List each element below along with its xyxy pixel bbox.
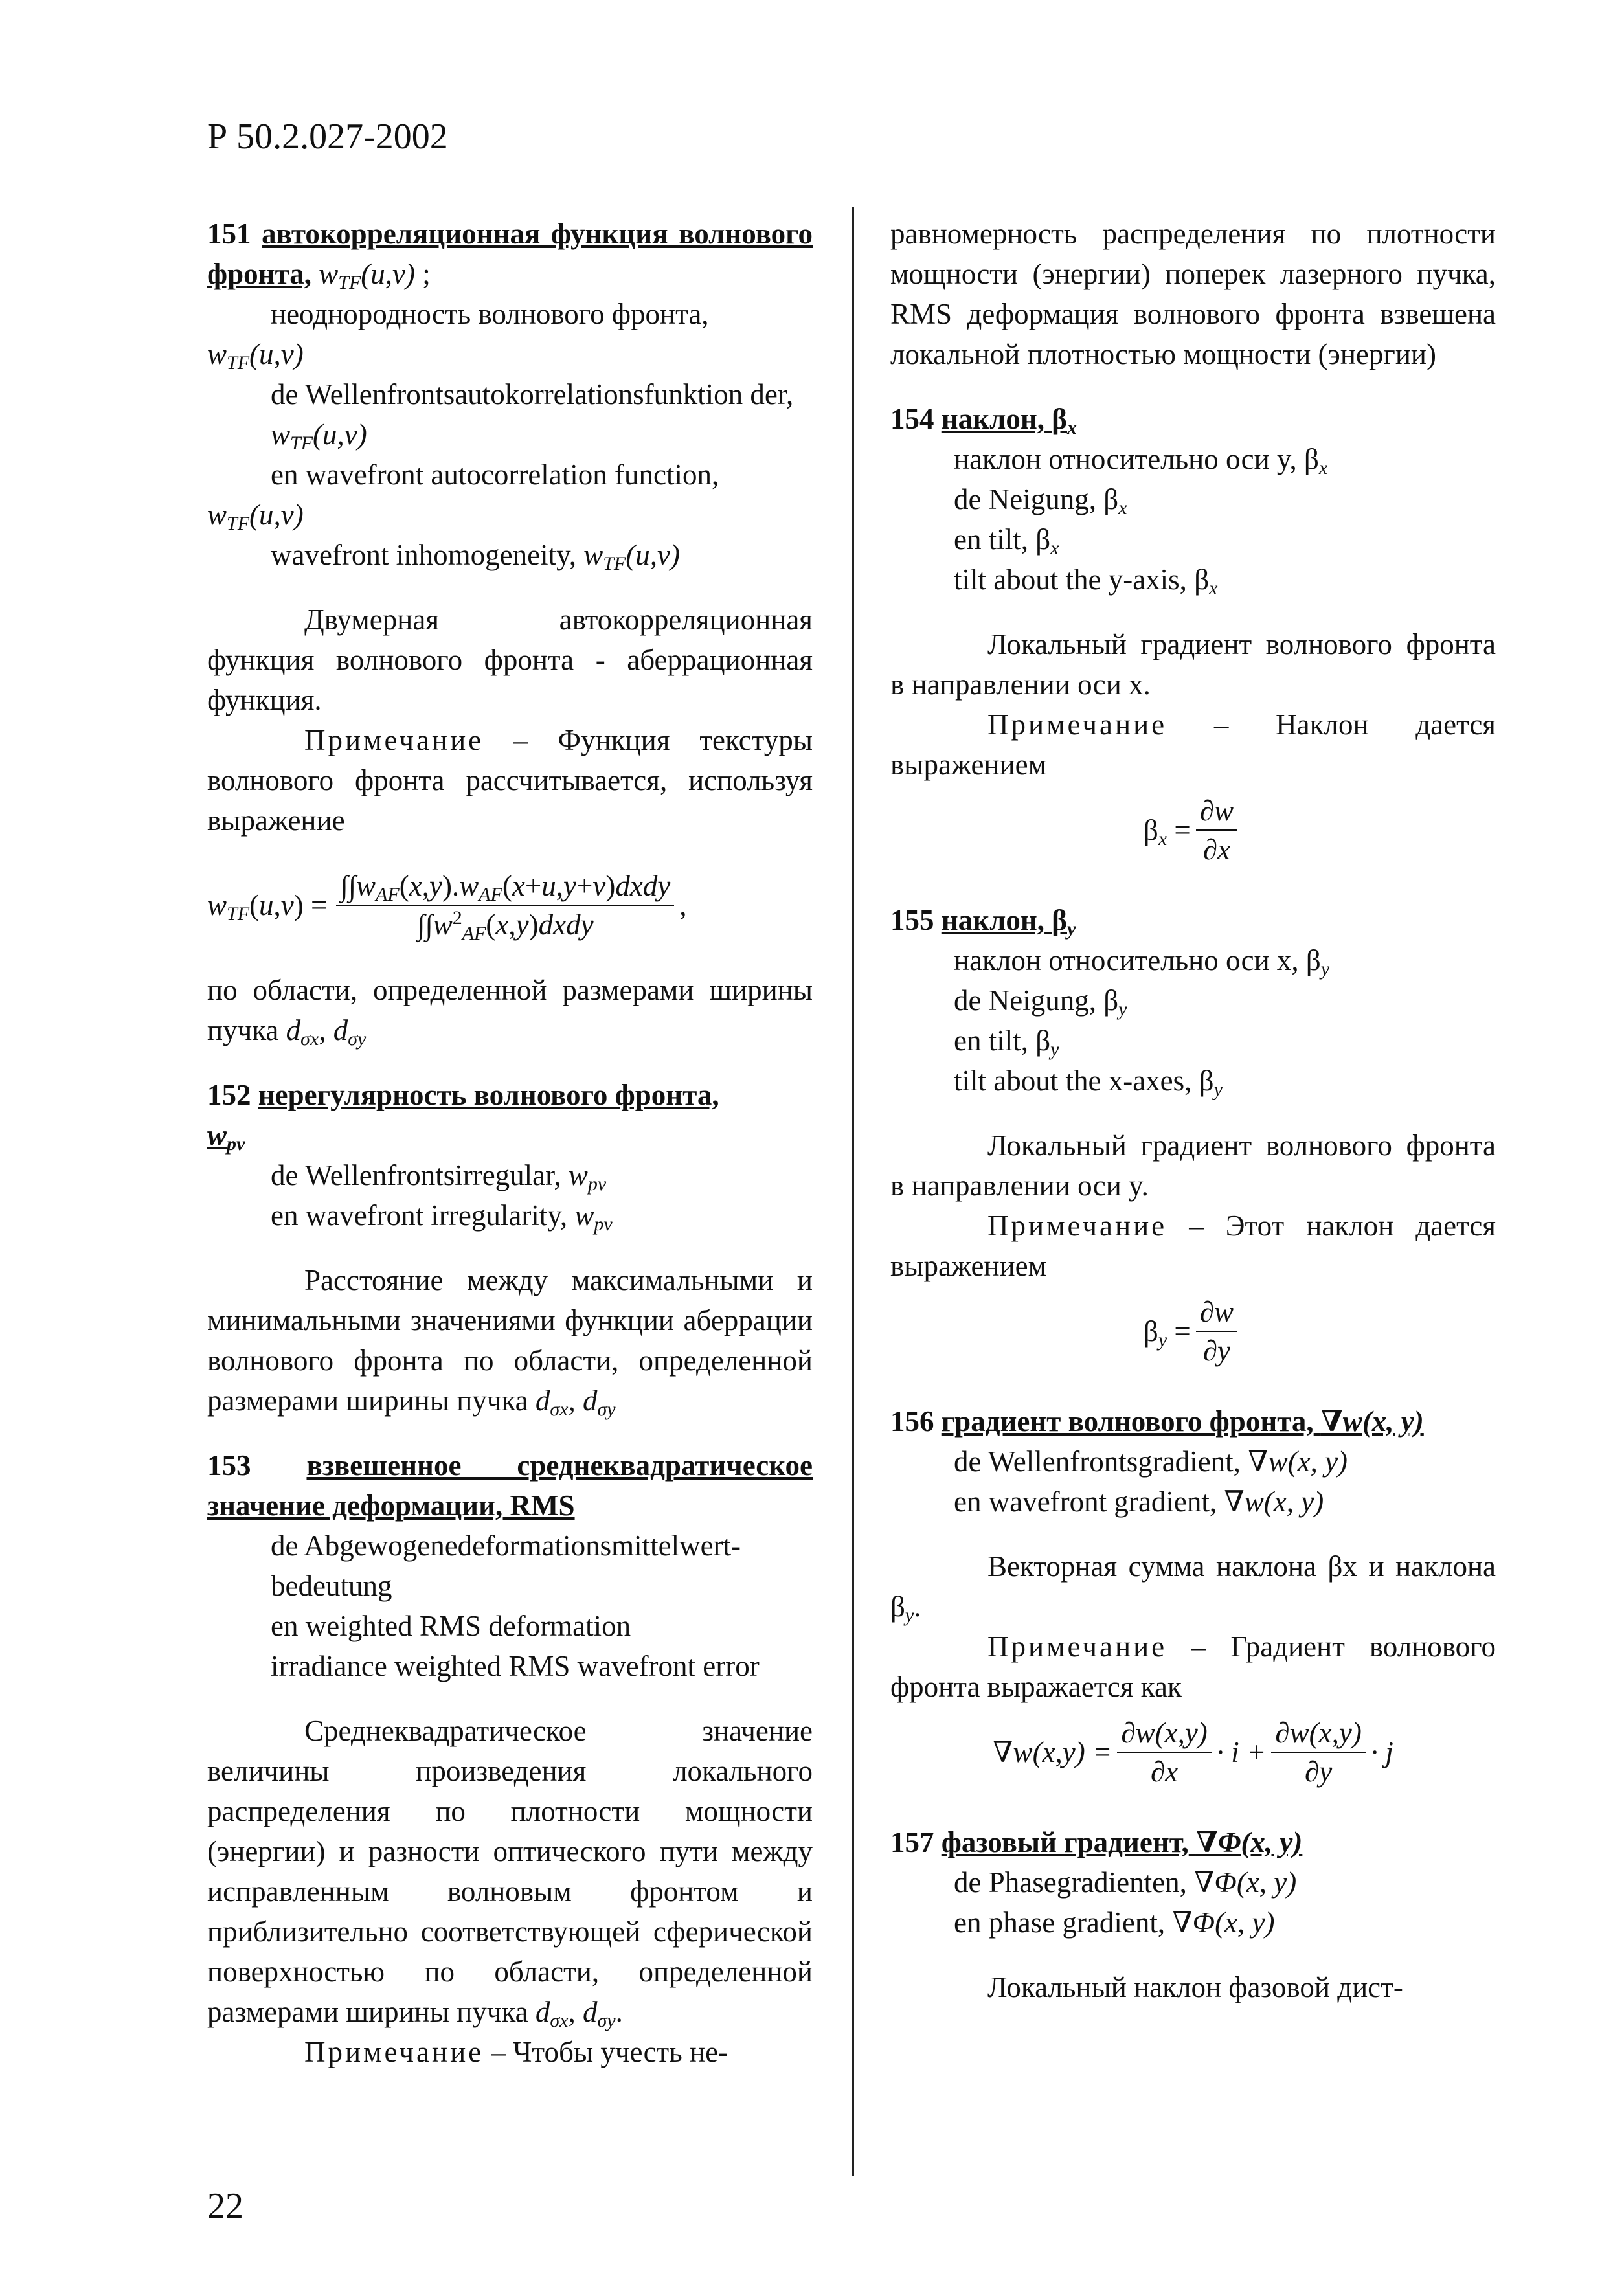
term-156 (890, 1401, 1496, 1798)
term-151-synonym: неоднородность волнового фронта, (271, 298, 709, 330)
term-154-en2: tilt about the y-axis, $\beta_x$ (954, 563, 1218, 599)
term-155 (890, 900, 1496, 1377)
term-152-en: en wavefront irregularity, $w_{pv}$ (271, 1199, 613, 1235)
term-155-heading: 155 наклон, $\beta_y$ (890, 904, 1076, 940)
term-154-definition: Локальный градиент волнового фронта в направлении оси x. (890, 628, 1496, 701)
term-151 (207, 214, 813, 1050)
term-152-heading: 152 нерегулярность волнового фронта, (207, 1079, 719, 1111)
term-157-heading: 157 фазовый градиент, ∇Φ(x, y) (890, 1826, 1303, 1858)
term-155-en: en tilt, $\beta_y$ (954, 1024, 1059, 1060)
term-154-formula: $\beta_x$ = $\frac{\partial w}{\partial x}$ (890, 785, 1496, 875)
term-152-definition: Расстояние между максимальными и минимальными значениями функции аберрации волнового фронта по области, определенной размерами ширины пучка $d_{\sigma x}$, $d_{\sigma y}$ (207, 1264, 813, 1420)
term-155-definition: Локальный градиент волнового фронта в направлении оси y. (890, 1129, 1496, 1202)
term-156-en: en wavefront gradient, ∇w(x, y) (954, 1485, 1324, 1518)
term-151-formula: $w_{TF}(u,v)$ = $\frac{\int\int w_{AF}(x,y).w_{AF}(x+u,y+v)dxdy}{\int\int w^2_{AF}(x,y)dxdy}$ , (207, 870, 687, 944)
term-151-en-symbol: $w_{TF}(u,v)$ (207, 499, 304, 534)
term-156-de: de Wellenfrontsgradient, ∇w(x, y) (954, 1445, 1348, 1478)
term-153-heading: 153 взвешенное среднеквадратическое значение деформации, RMS (207, 1449, 813, 1522)
term-156-definition: Векторная сумма наклона βx и наклона $\beta_y$. (890, 1550, 1496, 1626)
term-153 (207, 1445, 813, 2072)
term-153-definition: Среднеквадратическое значение величины произведения локального распределения по плотности мощности (энергии) и разности оптического пути между исправленным волновым фронтом и приблизительно соответствующей сферической поверхностью по области, определенной размерами ширины пучка $d_{\sigma x}$, $d_{\sigma y}$. (207, 1715, 813, 2031)
term-155-en2: tilt about the x-axes, $\beta_y$ (954, 1065, 1223, 1100)
term-157-de: de Phasegradienten, ∇Φ(x, y) (954, 1866, 1297, 1899)
term-154-heading: 154 наклон, $\beta_x$ (890, 403, 1077, 438)
term-154-note: Примечание – Наклон дается выражением (890, 708, 1496, 781)
term-155-note: Примечание – Этот наклон дается выражением (890, 1210, 1496, 1282)
term-153-note: Примечание – Чтобы учесть не- (304, 2036, 728, 2068)
term-153-continuation: равномерность распределения по плотности мощности (энергии) поперек лазерного пучка, RMS деформация волнового фронта взвешена локальной плотностью мощности (энергии) (890, 218, 1496, 370)
term-153-en: en weighted RMS deformation (271, 1610, 631, 1642)
document-code: Р 50.2.027-2002 (207, 117, 448, 157)
term-151-after: по области, определенной размерами ширины пучка $d_{\sigma x}$, $d_{\sigma y}$ (207, 974, 813, 1050)
term-154-en: en tilt, $\beta_x$ (954, 523, 1059, 559)
term-157-en: en phase gradient, ∇Φ(x, y) (954, 1906, 1275, 1939)
term-155-de: de Neigung, $\beta_y$ (954, 984, 1127, 1020)
term-151-note: Примечание – Функция текстуры волнового фронта рассчитывается, используя выражение (207, 724, 813, 837)
term-152-de: de Wellenfrontsirregular, $w_{pv}$ (271, 1159, 607, 1195)
term-154-synonym: наклон относительно оси y, $\beta_x$ (954, 443, 1328, 479)
term-157 (890, 1822, 1496, 2007)
term-151-en2: wavefront inhomogeneity, $w_{TF}(u,v)$ (271, 539, 680, 574)
term-151-symbol: $w_{TF}(u,v)$ ; (319, 258, 431, 293)
term-151-heading: 151 автокорреляционная функция волнового фронта, $w_{TF}(u,v)$ ; (207, 218, 813, 293)
term-151-en: en wavefront autocorrelation function, (271, 458, 719, 491)
term-155-formula: $\beta_y$ = $\frac{\partial w}{\partial y}$ (890, 1286, 1496, 1377)
term-156-heading: 156 градиент волнового фронта, ∇w(x, y) (890, 1405, 1424, 1438)
page-number: 22 (207, 2186, 243, 2226)
term-151-synonym-symbol: $w_{TF}(u,v)$ (207, 338, 304, 374)
term-155-synonym: наклон относительно оси x, $\beta_y$ (954, 944, 1330, 980)
term-156-formula: ∇w(x,y) = $\frac{\partial w(x,y)}{\partial x}$ · i + $\frac{\partial w(x,y)}{\partial y}$ · j (993, 1717, 1393, 1788)
term-152-symbol: $w_{pv}$ (207, 1119, 245, 1155)
term-151-title: автокорреляционная функция волнового фронта, (207, 218, 813, 290)
term-154-de: de Neigung, $\beta_x$ (954, 483, 1127, 519)
term-156-note: Примечание – Градиент волнового фронта выражается как (890, 1630, 1496, 1703)
term-152 (207, 1075, 813, 1421)
left-column (207, 214, 813, 2072)
term-151-de: de Wellenfrontsautokorrelationsfunktion der, $w_{TF}(u,v)$ (271, 378, 794, 454)
column-divider (852, 207, 854, 2176)
term-154 (890, 399, 1496, 875)
term-153-en2: irradiance weighted RMS wavefront error (271, 1650, 760, 1682)
term-153-de: de Abgewogenedeformationsmittelwert-bedeutung (271, 1529, 741, 1602)
right-column (890, 214, 1496, 2007)
term-157-definition: Локальный наклон фазовой дист- (987, 1971, 1403, 2003)
term-151-definition: Двумерная автокорреляционная функция волнового фронта - аберрационная функция. (207, 603, 813, 716)
